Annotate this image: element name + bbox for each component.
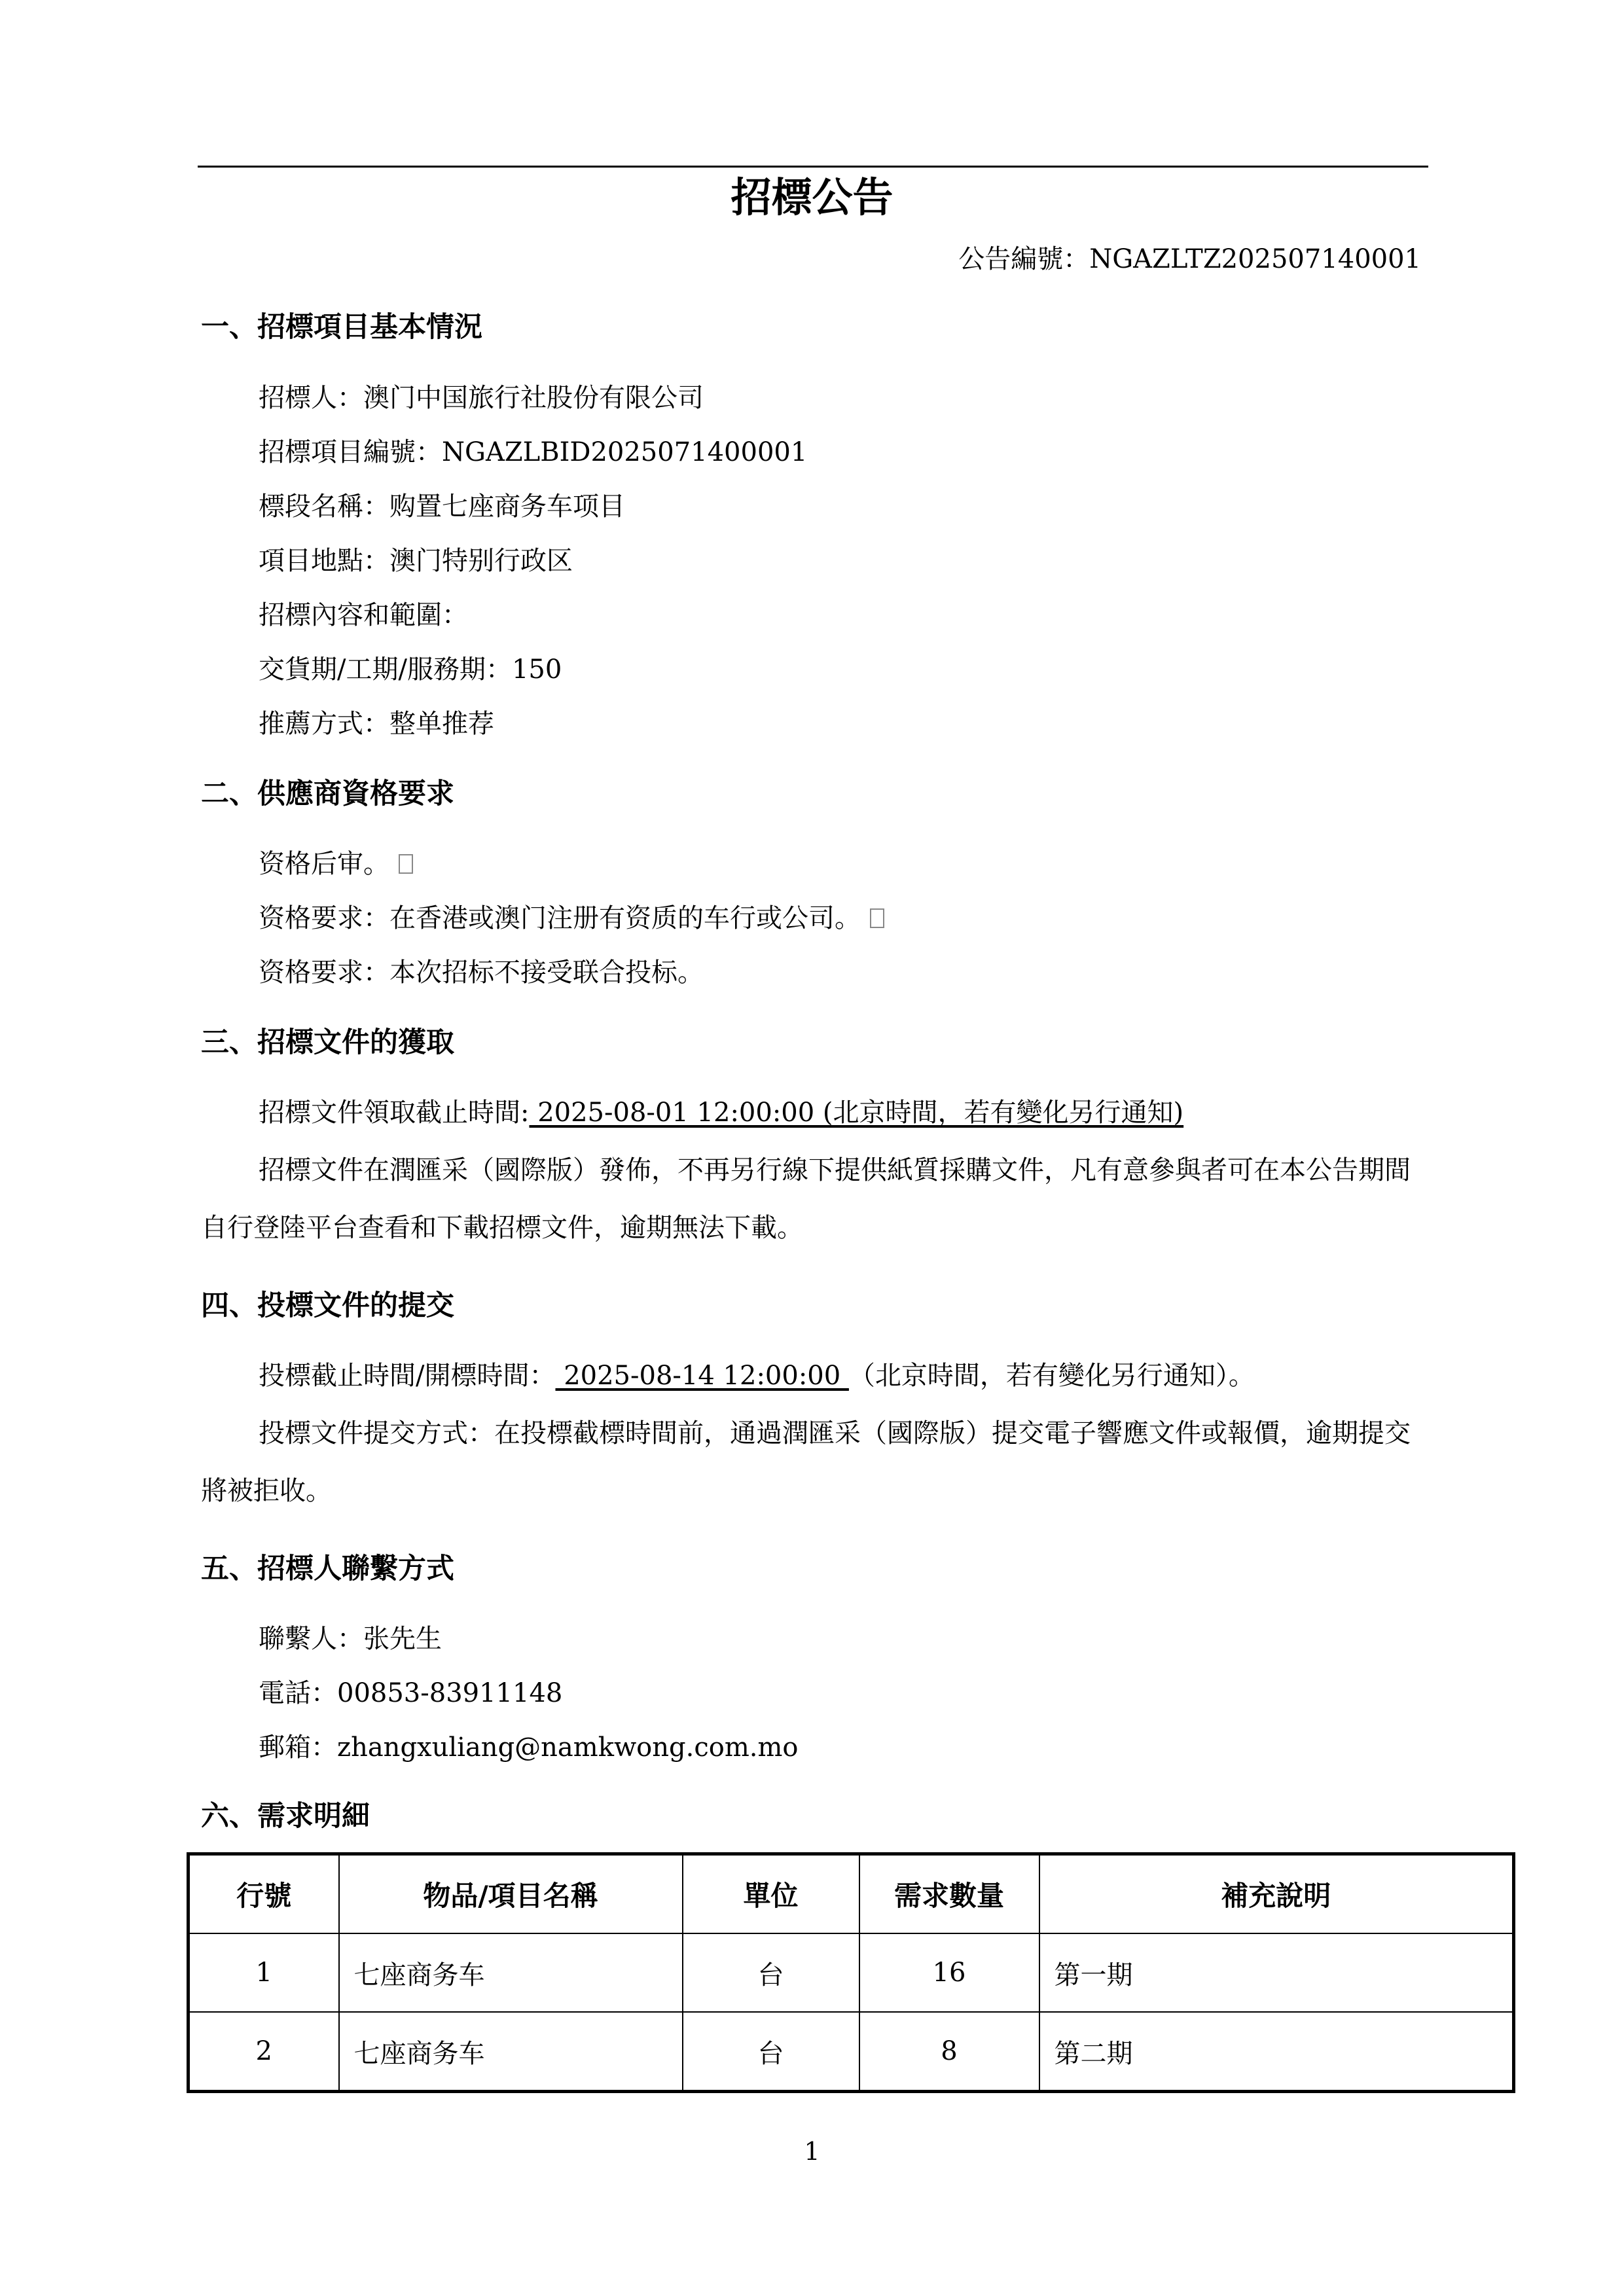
cell-line-no: 1 <box>189 1933 339 2012</box>
lot-name: 標段名稱：购置七座商务车项目 <box>259 492 625 522</box>
qualification-requirement-2: 资格要求：本次招标不接受联合投标。 <box>259 958 704 988</box>
section-5-heading: 五、招標人聯繫方式 <box>201 1552 454 1585</box>
project-location: 項目地點：澳门特别行政区 <box>259 546 573 576</box>
cell-unit: 台 <box>683 1933 859 2012</box>
cell-quantity: 8 <box>859 2012 1039 2092</box>
cell-item-name: 七座商务车 <box>339 1933 683 2012</box>
recommend-method: 推薦方式：整单推荐 <box>259 709 494 739</box>
requirements-table <box>187 1852 1515 2093</box>
header-rule <box>198 166 1428 168</box>
bid-deadline: 投標截止時間/開標時間： 2025-08-14 12:00:00 （北京時間，若有變化另行通知）。 <box>259 1361 1255 1391</box>
section-4-heading: 四、投標文件的提交 <box>201 1289 454 1322</box>
scope: 招標內容和範圍： <box>259 600 468 630</box>
cell-unit: 台 <box>683 2012 859 2092</box>
qualification-review: 资格后审。 <box>259 846 413 882</box>
section-3-heading: 三、招標文件的獲取 <box>201 1026 454 1059</box>
cell-quantity: 16 <box>859 1933 1039 2012</box>
col-header-unit: 單位 <box>683 1854 859 1934</box>
cell-remarks: 第一期 <box>1039 1933 1514 2012</box>
section-6-heading: 六、需求明細 <box>201 1800 370 1833</box>
doc-deadline-value: 2025-08-01 12:00:00 (北京時間，若有變化另行通知) <box>529 1098 1184 1128</box>
delivery-period: 交貨期/工期/服務期：150 <box>259 655 562 685</box>
section-1-heading: 一、招標項目基本情況 <box>201 311 482 344</box>
doc-acquisition-paragraph: 招標文件在潤匯采（國際版）發佈，不再另行線下提供紙質採購文件，凡有意參與者可在本公告期間自行登陸平台查看和下載招標文件，逾期無法下載。 <box>201 1155 1411 1243</box>
qualification-requirement-1: 资格要求：在香港或澳门注册有资质的车行或公司。 <box>259 900 884 937</box>
contact-phone: 電話：00853-83911148 <box>259 1678 563 1708</box>
col-header-remarks: 補充說明 <box>1039 1854 1514 1934</box>
bid-deadline-value: 2025-08-14 12:00:00 <box>555 1361 849 1391</box>
cell-remarks: 第二期 <box>1039 2012 1514 2092</box>
tenderer: 招標人：澳门中国旅行社股份有限公司 <box>259 383 704 413</box>
table-header-row <box>189 1854 1514 1934</box>
page-number: 1 <box>804 2137 820 2166</box>
contact-email: 郵箱：zhangxuliang@namkwong.com.mo <box>259 1732 799 1763</box>
bid-submission-paragraph: 投標文件提交方式：在投標截標時間前，通過潤匯采（國際版）提交電子響應文件或報價，逾期提交將被拒收。 <box>201 1418 1411 1506</box>
placeholder-box-icon <box>870 908 884 928</box>
project-number: 招標項目編號：NGAZLBID2025071400001 <box>259 437 808 467</box>
placeholder-box-icon <box>399 854 413 874</box>
col-header-quantity: 需求數量 <box>859 1854 1039 1934</box>
table-row <box>189 2012 1514 2092</box>
table-row <box>189 1933 1514 2012</box>
col-header-line-no: 行號 <box>189 1854 339 1934</box>
col-header-item-name: 物品/項目名稱 <box>339 1854 683 1934</box>
cell-item-name: 七座商务车 <box>339 2012 683 2092</box>
contact-person: 聯繫人：张先生 <box>259 1624 442 1654</box>
document-title: 招標公告 <box>731 173 893 221</box>
doc-deadline: 招標文件領取截止時間: 2025-08-01 12:00:00 (北京時間，若有變化另行通知) <box>259 1098 1184 1128</box>
section-2-heading: 二、供應商資格要求 <box>201 778 454 810</box>
cell-line-no: 2 <box>189 2012 339 2092</box>
notice-number: 公告編號：NGAZLTZ202507140001 <box>958 244 1421 274</box>
